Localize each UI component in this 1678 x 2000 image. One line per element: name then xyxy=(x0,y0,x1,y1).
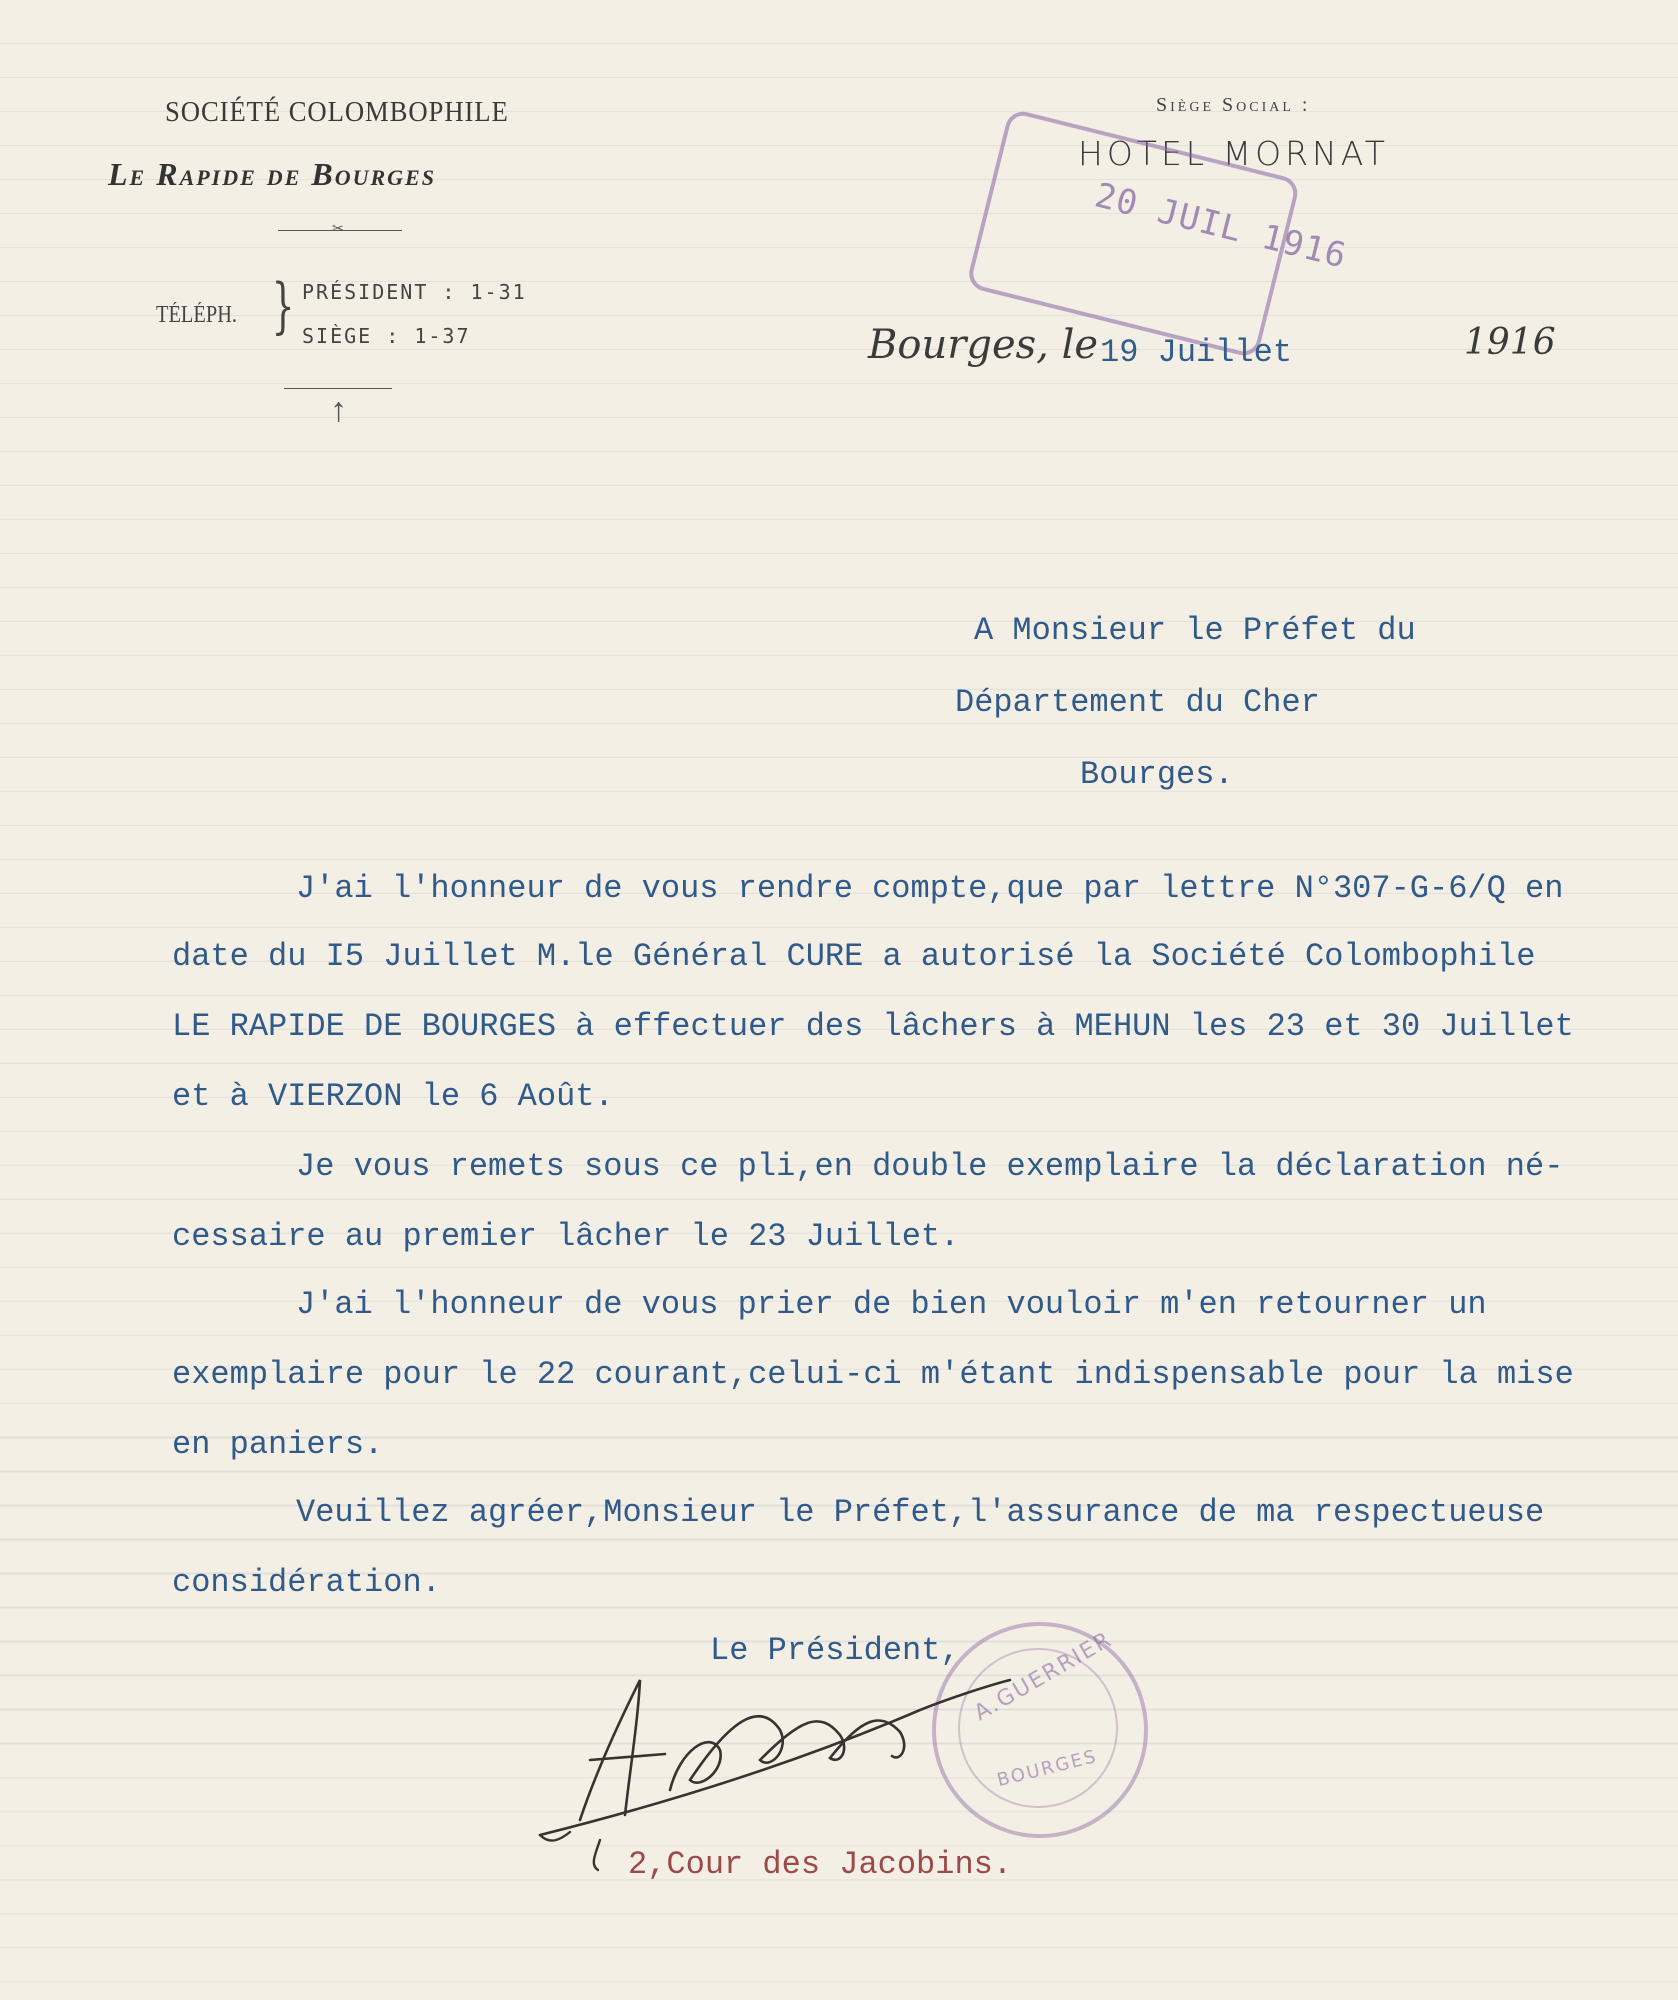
recipient-line-3: Bourges. xyxy=(1080,756,1234,793)
dateline-place: Bourges, le xyxy=(868,322,1099,368)
brace-icon: } xyxy=(271,271,295,341)
handwritten-signature xyxy=(520,1640,1120,1880)
recipient-line-2: Département du Cher xyxy=(955,684,1320,721)
telephone-label: TÉLÉPH. xyxy=(156,302,238,328)
ornament-divider-2 xyxy=(284,388,392,389)
arrow-up-icon: ↑ xyxy=(330,392,347,429)
sender-address: 2,Cour des Jacobins. xyxy=(628,1846,1013,1883)
body-line: exemplaire pour le 22 courant,celui-ci m'étant indispensable pour la mise xyxy=(172,1356,1574,1393)
body-line: considération. xyxy=(172,1564,441,1601)
signatory-title: Le Président, xyxy=(710,1632,960,1669)
siege-phone: SIÈGE : 1-37 xyxy=(302,324,471,348)
body-line: en paniers. xyxy=(172,1426,384,1463)
body-line: Veuillez agréer,Monsieur le Préfet,l'assurance de ma respectueuse xyxy=(296,1494,1545,1531)
seal-text-top: A.GUERRIER xyxy=(970,1626,1117,1727)
body-line: date du I5 Juillet M.le Général CURE a autorisé la Société Colombophile xyxy=(172,938,1536,975)
body-line: Je vous remets sous ce pli,en double exemplaire la déclaration né- xyxy=(296,1148,1564,1185)
seal-text-bottom: BOURGES xyxy=(994,1745,1100,1792)
club-name: Le Rapide de Bourges xyxy=(108,156,436,192)
received-stamp-date: 20 JUIL 1916 xyxy=(1090,175,1351,277)
president-phone: PRÉSIDENT : 1-31 xyxy=(302,280,527,304)
siege-social-name: HOTEL MORNAT xyxy=(1078,134,1389,173)
siege-social-label: Siège Social : xyxy=(1156,94,1311,116)
ornament-divider: ✂ xyxy=(278,230,402,231)
body-line: et à VIERZON le 6 Août. xyxy=(172,1078,614,1115)
body-line: J'ai l'honneur de vous prier de bien vouloir m'en retourner un xyxy=(296,1286,1487,1323)
dateline-year: 1916 xyxy=(1464,322,1556,363)
body-line: J'ai l'honneur de vous rendre compte,que par lettre N°307-G-6/Q en xyxy=(296,870,1564,907)
recipient-line-1: A Monsieur le Préfet du xyxy=(974,612,1416,649)
dateline-date: 19 Juillet xyxy=(1100,334,1293,371)
body-line: cessaire au premier lâcher le 23 Juillet. xyxy=(172,1218,960,1255)
society-name: SOCIÉTÉ COLOMBOPHILE xyxy=(165,96,509,128)
body-line: LE RAPIDE DE BOURGES à effectuer des lâchers à MEHUN les 23 et 30 Juillet xyxy=(172,1008,1574,1045)
